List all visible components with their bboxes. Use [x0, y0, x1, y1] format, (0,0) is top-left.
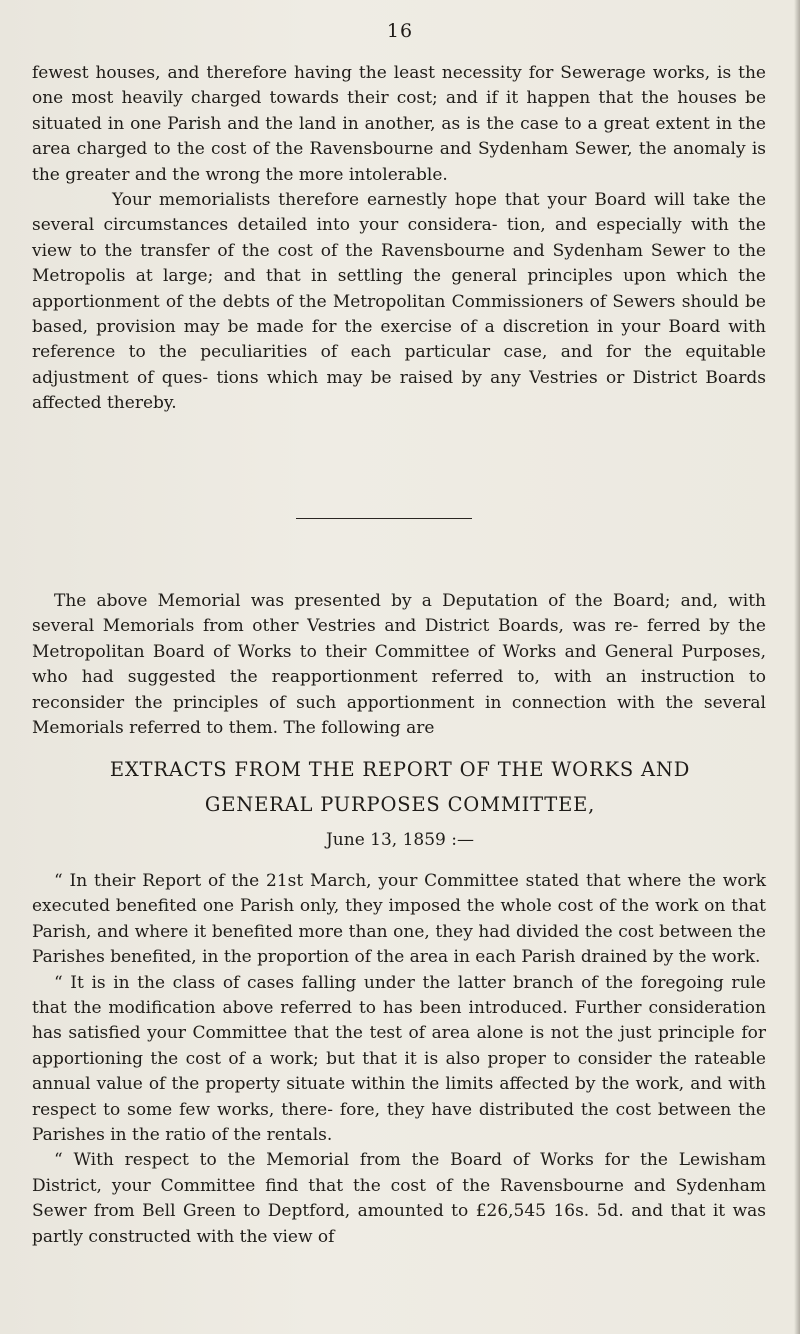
- paragraph-fewest-houses: fewest houses, and therefore having the least necessity for Sewerage works, is the one most heavily charged towards their cost; and if it happen that the houses be situated in one Parish and the land in another, as is the case to a great extent in the area charged to the cost of the Ravensbourne and Sydenham Sewer, the anomaly is the greater and the wrong the more intolerable.: [32, 63, 766, 185]
- page-edge-shadow: [794, 0, 800, 1334]
- page-number: 16: [386, 20, 414, 42]
- committee-extracts: [32, 869, 766, 1250]
- extract-paragraph-second: “ It is in the class of cases falling under the latter branch of the foregoing rule that the modification above referred to has been introduced. Further consideration has satisfied your Committee that the test of area alone is not the just principle for apportioning the cost of a work; but that it is also proper to consider the rateable annual value of the property situate within the limits affected by the work, and with respect to some few works, there- fore, they have distributed the cost between the Parishes in the ratio of the rentals.: [32, 972, 766, 1146]
- report-date: June 13, 1859 :—: [325, 830, 474, 850]
- intro-paragraph: The above Memorial was presented by a Deputation of the Board; and, with several Memorials from other Vestries and District Boards, was re- ferred by the Metropolitan Board of Works to their Committee of Works and General Purposes, who had suggested the reapportionment referred to, with an instruction to reconsider the principles of such apportionment in connection with the several Memorials referred to them. The following are: [32, 591, 766, 739]
- extract-paragraph-first: “ In their Report of the 21st March, your Committee stated that where the work executed benefited one Parish only, they imposed the whole cost of the work on that Parish, and where it benefited more than one, they had divided the cost between the Parishes benefited, in the proportion of the area in each Parish drained by the work.: [32, 871, 766, 968]
- extracts-heading-line1: EXTRACTS FROM THE REPORT OF THE WORKS AND: [109, 758, 691, 781]
- extracts-heading-line2: GENERAL PURPOSES COMMITTEE,: [204, 793, 596, 816]
- paragraph-memorialists-hope: Your memorialists therefore earnestly hope that your Board will take the several circumstances detailed into your considera- tion, and especially with the view to the transfer of the cost of the Ravensbourne and Sydenham Sewer to the Metropolis at large; and that in settling the general principles upon which the apportionment of the debts of the Metropolitan Commissioners of Sewers should be based, provision may be made for the exercise of a discretion in your Board with reference to the peculiarities of each particular case, and for the equitable adjustment of ques- tions which may be raised by any Vestries or District Boards affected thereby.: [32, 190, 766, 414]
- memorial-continuation: [32, 61, 766, 417]
- extract-paragraph-third: “ With respect to the Memorial from the Board of Works for the Lewisham District, your Committee find that the cost of the Ravensbourne and Sydenham Sewer from Bell Green to Deptford, amounted to £26,545 16s. 5d. and that it was partly constructed with the view of: [32, 1150, 766, 1247]
- section-divider: [296, 518, 472, 519]
